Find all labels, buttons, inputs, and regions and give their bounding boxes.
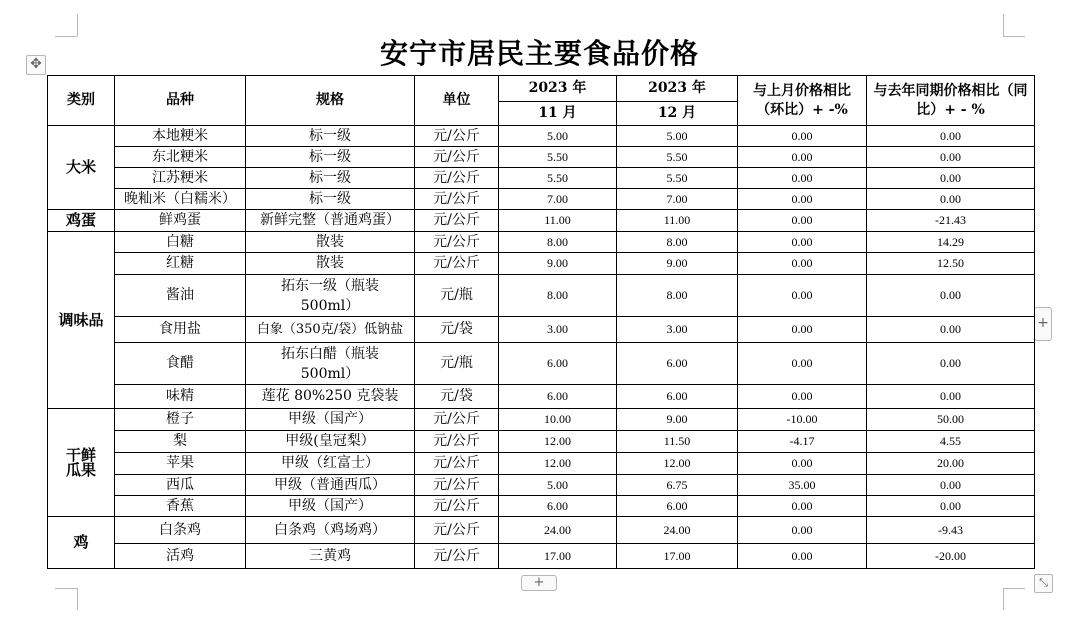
unit-cell: 元/公斤 [415, 210, 499, 232]
mom-cell: 0.00 [738, 147, 867, 168]
crop-mark [55, 588, 77, 589]
category-cell: 调味品 [48, 232, 115, 409]
header-spec: 规格 [246, 76, 415, 126]
yoy-cell: 0.00 [867, 475, 1035, 496]
header-yoy: 与去年同期价格相比（同比）+ - % [867, 76, 1035, 126]
plus-icon: + [1037, 315, 1049, 331]
variety-cell: 白条鸡 [115, 517, 246, 544]
price-dec-cell: 5.00 [617, 126, 738, 147]
price-dec-cell: 3.00 [617, 317, 738, 343]
unit-cell: 元/公斤 [415, 431, 499, 453]
price-nov-cell: 6.00 [499, 343, 617, 385]
table-row [48, 147, 1035, 168]
price-dec-cell: 12.00 [617, 453, 738, 475]
mom-cell: 0.00 [738, 168, 867, 189]
table-row [48, 453, 1035, 475]
yoy-cell: 12.50 [867, 253, 1035, 275]
unit-cell: 元/袋 [415, 317, 499, 343]
variety-cell: 江苏粳米 [115, 168, 246, 189]
table-row [48, 544, 1035, 569]
yoy-cell: -20.00 [867, 544, 1035, 569]
table-row [48, 317, 1035, 343]
price-nov-cell: 12.00 [499, 431, 617, 453]
mom-cell: 0.00 [738, 189, 867, 210]
variety-cell: 西瓜 [115, 475, 246, 496]
header-variety: 品种 [115, 76, 246, 126]
variety-cell: 橙子 [115, 409, 246, 431]
mom-cell: 0.00 [738, 317, 867, 343]
spec-cell: 白象（350克/袋）低钠盐 [246, 317, 415, 343]
price-nov-cell: 10.00 [499, 409, 617, 431]
header-year-nov: 2023 年 [499, 76, 617, 102]
price-nov-cell: 6.00 [499, 496, 617, 517]
unit-cell: 元/袋 [415, 385, 499, 409]
variety-cell: 食醋 [115, 343, 246, 385]
spec-cell: 莲花 80%250 克袋装 [246, 385, 415, 409]
yoy-cell: 4.55 [867, 431, 1035, 453]
mom-cell: 0.00 [738, 210, 867, 232]
unit-cell: 元/公斤 [415, 409, 499, 431]
price-dec-cell: 8.00 [617, 232, 738, 253]
price-nov-cell: 9.00 [499, 253, 617, 275]
spec-cell: 甲级（红富士） [246, 453, 415, 475]
unit-cell: 元/公斤 [415, 189, 499, 210]
unit-cell: 元/公斤 [415, 475, 499, 496]
price-dec-cell: 6.75 [617, 475, 738, 496]
header-mom: 与上月价格相比（环比）+ -% [738, 76, 867, 126]
spec-cell: 标一级 [246, 126, 415, 147]
price-dec-cell: 9.00 [617, 409, 738, 431]
table-row [48, 126, 1035, 147]
variety-cell: 鲜鸡蛋 [115, 210, 246, 232]
price-nov-cell: 5.50 [499, 147, 617, 168]
unit-cell: 元/公斤 [415, 517, 499, 544]
table-row [48, 385, 1035, 409]
variety-cell: 活鸡 [115, 544, 246, 569]
yoy-cell: 20.00 [867, 453, 1035, 475]
plus-icon: + [533, 575, 545, 590]
price-nov-cell: 5.00 [499, 126, 617, 147]
mom-cell: 0.00 [738, 275, 867, 317]
variety-cell: 白糖 [115, 232, 246, 253]
header-month-dec: 12 月 [617, 102, 738, 126]
resize-icon: ⤡ [1039, 576, 1048, 589]
spec-cell: 拓东一级（瓶装500ml） [246, 275, 415, 317]
yoy-cell: 0.00 [867, 496, 1035, 517]
spec-cell: 新鲜完整（普通鸡蛋） [246, 210, 415, 232]
price-nov-cell: 7.00 [499, 189, 617, 210]
table-row [48, 517, 1035, 544]
price-dec-cell: 8.00 [617, 275, 738, 317]
mom-cell: 0.00 [738, 517, 867, 544]
price-dec-cell: 9.00 [617, 253, 738, 275]
spec-cell: 拓东白醋（瓶装500ml） [246, 343, 415, 385]
spec-cell: 散装 [246, 232, 415, 253]
mom-cell: 35.00 [738, 475, 867, 496]
price-dec-cell: 11.00 [617, 210, 738, 232]
price-nov-cell: 8.00 [499, 232, 617, 253]
table-row [48, 275, 1035, 317]
yoy-cell: -9.43 [867, 517, 1035, 544]
yoy-cell: 14.29 [867, 232, 1035, 253]
unit-cell: 元/公斤 [415, 253, 499, 275]
price-nov-cell: 24.00 [499, 517, 617, 544]
table-row [48, 409, 1035, 431]
spec-cell: 甲级（国产） [246, 496, 415, 517]
unit-cell: 元/公斤 [415, 168, 499, 189]
mom-cell: 0.00 [738, 232, 867, 253]
price-nov-cell: 11.00 [499, 210, 617, 232]
yoy-cell: 0.00 [867, 343, 1035, 385]
move-icon: ✥ [30, 56, 42, 72]
mom-cell: -10.00 [738, 409, 867, 431]
mom-cell: 0.00 [738, 343, 867, 385]
price-dec-cell: 5.50 [617, 147, 738, 168]
variety-cell: 红糖 [115, 253, 246, 275]
table-row [48, 168, 1035, 189]
variety-cell: 梨 [115, 431, 246, 453]
spec-cell: 标一级 [246, 147, 415, 168]
table-row [48, 232, 1035, 253]
crop-mark [1003, 14, 1004, 36]
header-year-dec: 2023 年 [617, 76, 738, 102]
document-title: 安宁市居民主要食品价格 [379, 37, 699, 70]
yoy-cell: 0.00 [867, 317, 1035, 343]
price-dec-cell: 6.00 [617, 343, 738, 385]
variety-cell: 味精 [115, 385, 246, 409]
yoy-cell: 0.00 [867, 126, 1035, 147]
crop-mark [1003, 588, 1004, 610]
spec-cell: 标一级 [246, 168, 415, 189]
category-cell: 鸡蛋 [48, 210, 115, 232]
spec-cell: 三黄鸡 [246, 544, 415, 569]
yoy-cell: 0.00 [867, 168, 1035, 189]
yoy-cell: 50.00 [867, 409, 1035, 431]
spec-cell: 白条鸡（鸡场鸡） [246, 517, 415, 544]
table-row [48, 189, 1035, 210]
variety-cell: 苹果 [115, 453, 246, 475]
add-row-button[interactable] [521, 575, 557, 591]
category-cell: 鸡 [48, 517, 115, 569]
mom-cell: 0.00 [738, 496, 867, 517]
yoy-cell: 0.00 [867, 189, 1035, 210]
mom-cell: 0.00 [738, 385, 867, 409]
price-nov-cell: 5.00 [499, 475, 617, 496]
yoy-cell: -21.43 [867, 210, 1035, 232]
yoy-cell: 0.00 [867, 275, 1035, 317]
add-column-button[interactable] [1034, 307, 1052, 341]
crop-mark [77, 588, 78, 610]
yoy-cell: 0.00 [867, 147, 1035, 168]
price-nov-cell: 5.50 [499, 168, 617, 189]
unit-cell: 元/公斤 [415, 544, 499, 569]
spec-cell: 甲级（国产） [246, 409, 415, 431]
variety-cell: 食用盐 [115, 317, 246, 343]
category-cell: 干鲜瓜果 [48, 409, 115, 517]
unit-cell: 元/公斤 [415, 453, 499, 475]
price-dec-cell: 6.00 [617, 385, 738, 409]
unit-cell: 元/瓶 [415, 343, 499, 385]
category-cell: 大米 [48, 126, 115, 210]
price-dec-cell: 6.00 [617, 496, 738, 517]
spec-cell: 甲级(皇冠梨） [246, 431, 415, 453]
mom-cell: 0.00 [738, 544, 867, 569]
price-nov-cell: 3.00 [499, 317, 617, 343]
spec-cell: 散装 [246, 253, 415, 275]
mom-cell: 0.00 [738, 126, 867, 147]
mom-cell: -4.17 [738, 431, 867, 453]
yoy-cell: 0.00 [867, 385, 1035, 409]
unit-cell: 元/公斤 [415, 126, 499, 147]
unit-cell: 元/公斤 [415, 496, 499, 517]
table-resize-handle[interactable] [1034, 574, 1053, 593]
price-dec-cell: 5.50 [617, 168, 738, 189]
table-row [48, 253, 1035, 275]
variety-cell: 香蕉 [115, 496, 246, 517]
price-nov-cell: 12.00 [499, 453, 617, 475]
spec-cell: 甲级（普通西瓜） [246, 475, 415, 496]
price-dec-cell: 11.50 [617, 431, 738, 453]
unit-cell: 元/瓶 [415, 275, 499, 317]
variety-cell: 东北粳米 [115, 147, 246, 168]
table-row [48, 210, 1035, 232]
price-nov-cell: 8.00 [499, 275, 617, 317]
price-nov-cell: 6.00 [499, 385, 617, 409]
header-category: 类别 [48, 76, 115, 126]
table-row [48, 431, 1035, 453]
spec-cell: 标一级 [246, 189, 415, 210]
table-row [48, 475, 1035, 496]
variety-cell: 本地粳米 [115, 126, 246, 147]
price-nov-cell: 17.00 [499, 544, 617, 569]
table-row [48, 496, 1035, 517]
crop-mark [77, 14, 78, 36]
mom-cell: 0.00 [738, 453, 867, 475]
price-dec-cell: 7.00 [617, 189, 738, 210]
unit-cell: 元/公斤 [415, 232, 499, 253]
price-dec-cell: 24.00 [617, 517, 738, 544]
crop-mark [1003, 588, 1025, 589]
header-month-nov: 11 月 [499, 102, 617, 126]
unit-cell: 元/公斤 [415, 147, 499, 168]
price-dec-cell: 17.00 [617, 544, 738, 569]
table-row [48, 343, 1035, 385]
header-unit: 单位 [415, 76, 499, 126]
variety-cell: 酱油 [115, 275, 246, 317]
variety-cell: 晚籼米（白糯米） [115, 189, 246, 210]
mom-cell: 0.00 [738, 253, 867, 275]
price-table [47, 75, 1035, 569]
